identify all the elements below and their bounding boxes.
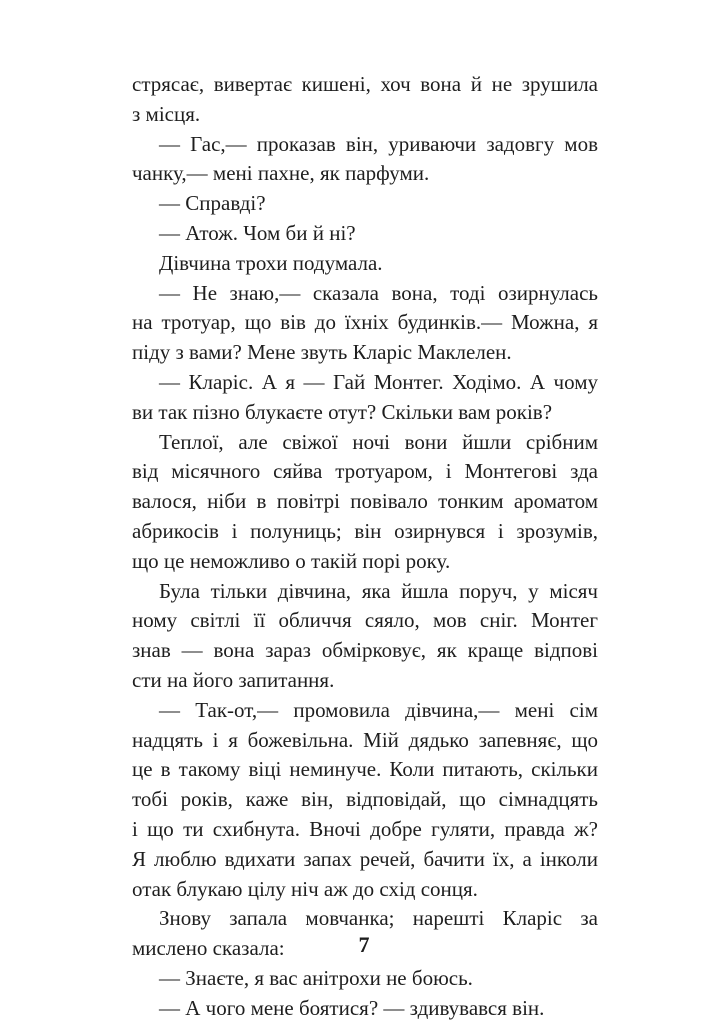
- text-line: Була тільки дівчина, яка йшла поруч, у місяч: [159, 578, 598, 603]
- text-line: і що ти схибнута. Вночі добре гуляти, правда ж?: [132, 816, 598, 841]
- text-line: з місця.: [132, 101, 201, 126]
- text-line: знав — вона зараз обмірковує, як краще відпові: [132, 638, 598, 663]
- text-line: отак блукаю цілу ніч аж до схід сонця.: [132, 876, 478, 901]
- text-line: — А чого мене боятися? — здивувався він.: [159, 995, 545, 1020]
- text-line: — Справді?: [159, 191, 266, 216]
- text-line: — Атож. Чом би й ні?: [159, 220, 356, 245]
- text-line: ному світлі її обличчя сяяло, мов сніг. Монтег: [132, 608, 598, 633]
- text-line: тобі років, каже він, відповідай, що сімнадцять: [132, 787, 598, 812]
- text-line: ви так пізно блукаєте отут? Скільки вам років?: [132, 399, 553, 424]
- text-line: надцять і я божевільна. Мій дядько запевняє, що: [132, 727, 598, 752]
- text-line: Я люблю вдихати запах речей, бачити їх, а інколи: [132, 846, 598, 871]
- page-number: 7: [358, 932, 370, 957]
- body-text: [132, 70, 598, 1024]
- text-line: — Так-от,— промовила дівчина,— мені сім: [159, 697, 598, 722]
- text-line: сти на його запитання.: [132, 667, 335, 692]
- text-line: Дівчина трохи подумала.: [159, 250, 383, 275]
- text-line: чанку,— мені пахне, як парфуми.: [132, 161, 430, 186]
- text-line: — Гас,— проказав він, уриваючи задовгу мов: [159, 131, 598, 156]
- text-line: мислено сказала:: [132, 936, 285, 961]
- text-line: Знову запала мовчанка; нарешті Кларіс за: [159, 906, 598, 931]
- text-line: що це неможливо о такій порі року.: [132, 548, 451, 573]
- text-line: — Не знаю,— сказала вона, тоді озирнулась: [159, 280, 598, 305]
- text-line: стрясає, вивертає кишені, хоч вона й не зрушила: [132, 72, 598, 96]
- text-line: Теплої, але свіжої ночі вони йшли срібним: [159, 429, 598, 454]
- text-line: піду з вами? Мене звуть Кларіс Маклелен.: [132, 340, 512, 365]
- text-line: валося, ніби в повітрі повівало тонким ароматом: [132, 489, 598, 514]
- text-line: це в такому віці неминуче. Коли питають, скільки: [132, 757, 598, 782]
- text-line: — Знаєте, я вас анітрохи не боюсь.: [159, 965, 473, 990]
- text-line: від місячного сяйва тротуаром, і Монтегові зда: [132, 459, 598, 484]
- text-line: на тротуар, що вів до їхніх будинків.— Можна, я: [132, 310, 598, 335]
- text-line: — Кларіс. А я — Гай Монтег. Ходімо. А чому: [159, 369, 598, 394]
- text-line: абрикосів і полуниць; він озирнувся і зрозумів,: [132, 518, 598, 543]
